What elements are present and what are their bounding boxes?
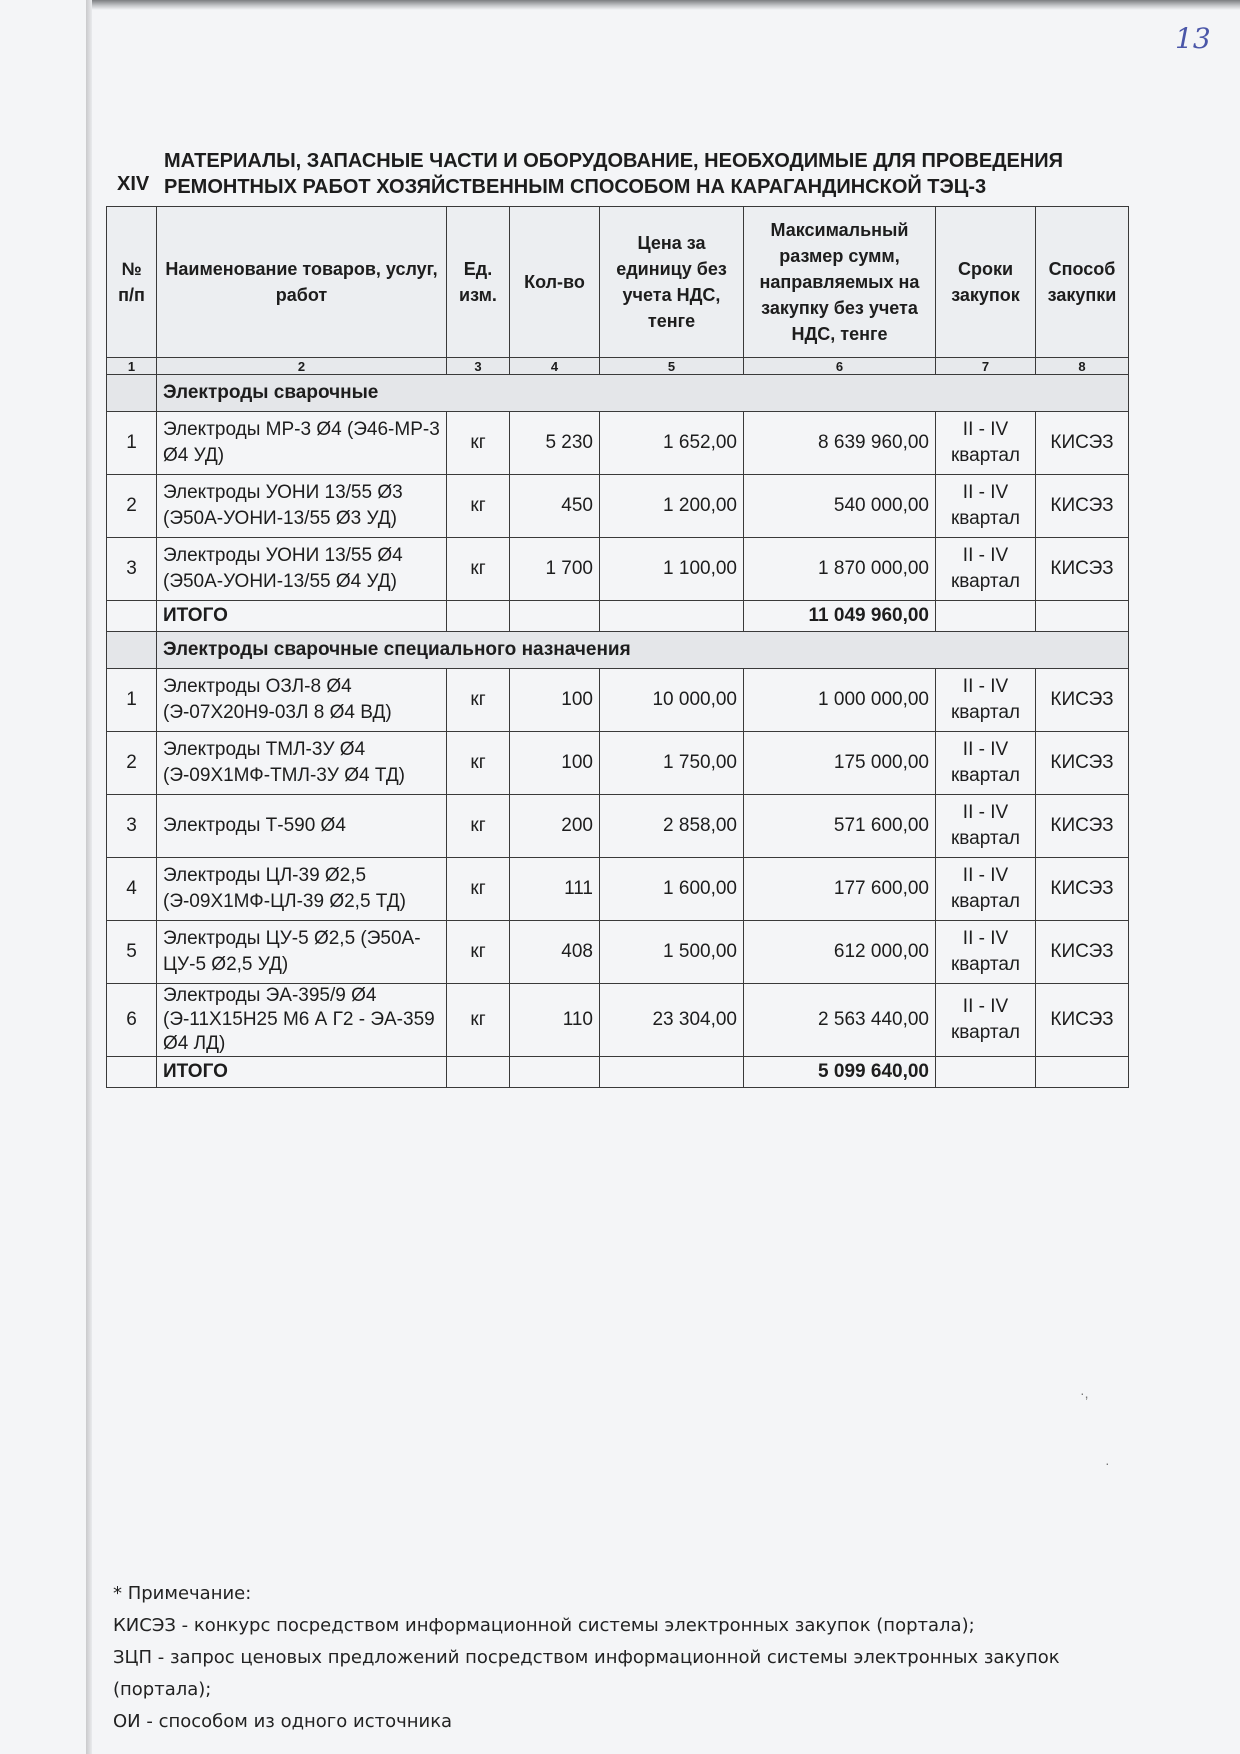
table-row	[107, 538, 1129, 601]
row-sum: 2 563 440,00	[744, 984, 936, 1057]
row-period: II - IV квартал	[936, 984, 1036, 1057]
header-method: Способ закупки	[1036, 207, 1129, 358]
row-period: II - IV квартал	[936, 475, 1036, 538]
column-number: 8	[1036, 358, 1129, 375]
footnote-title: * Примечание:	[113, 1583, 252, 1604]
row-unit: кг	[447, 858, 510, 921]
procurement-table	[106, 206, 1129, 1088]
column-number: 7	[936, 358, 1036, 375]
row-period: II - IV квартал	[936, 795, 1036, 858]
table-row	[107, 475, 1129, 538]
row-method: КИСЭЗ	[1036, 795, 1129, 858]
scan-speck: ·	[1105, 1455, 1110, 1471]
row-period: II - IV квартал	[936, 538, 1036, 601]
column-number: 6	[744, 358, 936, 375]
row-num: 2	[107, 732, 157, 795]
row-sum: 540 000,00	[744, 475, 936, 538]
row-unit: кг	[447, 475, 510, 538]
row-qty: 408	[510, 921, 600, 984]
row-unit: кг	[447, 412, 510, 475]
row-method: КИСЭЗ	[1036, 984, 1129, 1057]
row-price: 1 600,00	[600, 858, 744, 921]
header-qty: Кол-во	[510, 207, 600, 358]
total-sum: 5 099 640,00	[744, 1057, 936, 1088]
row-sum: 1 870 000,00	[744, 538, 936, 601]
row-num: 1	[107, 412, 157, 475]
row-num: 1	[107, 669, 157, 732]
column-number: 1	[107, 358, 157, 375]
row-name: Электроды ТМЛ-3У Ø4 (Э-09Х1МФ-ТМЛ-3У Ø4 ТД)	[157, 732, 447, 795]
row-sum: 8 639 960,00	[744, 412, 936, 475]
row-price: 23 304,00	[600, 984, 744, 1057]
row-name: Электроды ЦЛ-39 Ø2,5 (Э-09Х1МФ-ЦЛ-39 Ø2,5 ТД)	[157, 858, 447, 921]
row-qty: 1 700	[510, 538, 600, 601]
column-number: 2	[157, 358, 447, 375]
row-num: 3	[107, 538, 157, 601]
row-qty: 5 230	[510, 412, 600, 475]
section-title: МАТЕРИАЛЫ, ЗАПАСНЫЕ ЧАСТИ И ОБОРУДОВАНИЕ, НЕОБХОДИМЫЕ ДЛЯ ПРОВЕДЕНИЯ РЕМОНТНЫХ РАБОТ ХОЗЯЙСТВЕННЫМ СПОСОБОМ НА КАРАГАНДИНСКОЙ ТЭЦ-3	[164, 150, 1064, 198]
row-method: КИСЭЗ	[1036, 412, 1129, 475]
table-row	[107, 921, 1129, 984]
column-number-row	[107, 358, 1129, 375]
scan-top-edge	[92, 0, 1240, 10]
column-number: 5	[600, 358, 744, 375]
header-sum: Максимальный размер сумм, направляемых на закупку без учета НДС, тенге	[744, 207, 936, 358]
row-name: Электроды МР-3 Ø4 (Э46-МР-3 Ø4 УД)	[157, 412, 447, 475]
row-period: II - IV квартал	[936, 858, 1036, 921]
row-unit: кг	[447, 538, 510, 601]
total-label: ИТОГО	[157, 1057, 447, 1088]
row-unit: кг	[447, 921, 510, 984]
row-sum: 612 000,00	[744, 921, 936, 984]
row-period: II - IV квартал	[936, 412, 1036, 475]
row-qty: 450	[510, 475, 600, 538]
group-title: Электроды сварочные	[157, 375, 1129, 412]
handwritten-page-number: 13	[1175, 22, 1211, 55]
row-qty: 100	[510, 669, 600, 732]
header-name: Наименование товаров, услуг, работ	[157, 207, 447, 358]
header-price: Цена за единицу без учета НДС, тенге	[600, 207, 744, 358]
table-row	[107, 732, 1129, 795]
row-qty: 110	[510, 984, 600, 1057]
group-title: Электроды сварочные специального назначения	[157, 632, 1129, 669]
row-period: II - IV квартал	[936, 921, 1036, 984]
row-unit: кг	[447, 669, 510, 732]
table-row	[107, 984, 1129, 1057]
scan-binding-edge	[86, 0, 92, 1754]
row-num: 6	[107, 984, 157, 1057]
row-method: КИСЭЗ	[1036, 669, 1129, 732]
row-period: II - IV квартал	[936, 669, 1036, 732]
section-number: XIV	[117, 173, 150, 195]
total-label: ИТОГО	[157, 601, 447, 632]
row-name: Электроды Т-590 Ø4	[157, 795, 447, 858]
row-name: Электроды УОНИ 13/55 Ø3 (Э50А-УОНИ-13/55 Ø3 УД)	[157, 475, 447, 538]
row-sum: 571 600,00	[744, 795, 936, 858]
row-name: Электроды УОНИ 13/55 Ø4 (Э50А-УОНИ-13/55 Ø4 УД)	[157, 538, 447, 601]
row-unit: кг	[447, 984, 510, 1057]
footnote-line: ОИ - способом из одного источника	[113, 1711, 453, 1732]
row-sum: 177 600,00	[744, 858, 936, 921]
row-method: КИСЭЗ	[1036, 921, 1129, 984]
footnote-line: КИСЭЗ - конкурс посредством информационной системы электронных закупок (портала);	[113, 1615, 975, 1636]
row-period: II - IV квартал	[936, 732, 1036, 795]
row-price: 1 100,00	[600, 538, 744, 601]
row-unit: кг	[447, 732, 510, 795]
row-sum: 1 000 000,00	[744, 669, 936, 732]
table-row	[107, 795, 1129, 858]
row-method: КИСЭЗ	[1036, 858, 1129, 921]
row-method: КИСЭЗ	[1036, 732, 1129, 795]
row-unit: кг	[447, 795, 510, 858]
row-name: Электроды ОЗЛ-8 Ø4 (Э-07Х20Н9-03Л 8 Ø4 ВД)	[157, 669, 447, 732]
row-price: 1 750,00	[600, 732, 744, 795]
row-sum: 175 000,00	[744, 732, 936, 795]
header-num: № п/п	[107, 207, 157, 358]
table-row	[107, 412, 1129, 475]
table-row	[107, 669, 1129, 732]
table-header-row	[107, 207, 1129, 358]
row-name: Электроды ЭА-395/9 Ø4 (Э-11Х15Н25 М6 А Г2 - ЭА-359 Ø4 ЛД)	[157, 984, 447, 1057]
row-price: 1 500,00	[600, 921, 744, 984]
table-row	[107, 858, 1129, 921]
row-price: 1 200,00	[600, 475, 744, 538]
total-row	[107, 601, 1129, 632]
footnote	[113, 1578, 1113, 1738]
row-num: 5	[107, 921, 157, 984]
row-num: 4	[107, 858, 157, 921]
row-qty: 111	[510, 858, 600, 921]
row-qty: 100	[510, 732, 600, 795]
total-row	[107, 1057, 1129, 1088]
footnote-line: ЗЦП - запрос ценовых предложений посредством информационной системы электронных закупок (портала);	[113, 1647, 1060, 1700]
row-method: КИСЭЗ	[1036, 538, 1129, 601]
row-qty: 200	[510, 795, 600, 858]
group-header-row	[107, 632, 1129, 669]
total-sum: 11 049 960,00	[744, 601, 936, 632]
column-number: 3	[447, 358, 510, 375]
row-num: 3	[107, 795, 157, 858]
scan-speck: ·,	[1080, 1385, 1089, 1401]
row-price: 1 652,00	[600, 412, 744, 475]
row-method: КИСЭЗ	[1036, 475, 1129, 538]
column-number: 4	[510, 358, 600, 375]
header-period: Сроки закупок	[936, 207, 1036, 358]
row-name: Электроды ЦУ-5 Ø2,5 (Э50А-ЦУ-5 Ø2,5 УД)	[157, 921, 447, 984]
row-price: 10 000,00	[600, 669, 744, 732]
header-unit: Ед. изм.	[447, 207, 510, 358]
group-header-row	[107, 375, 1129, 412]
row-price: 2 858,00	[600, 795, 744, 858]
row-num: 2	[107, 475, 157, 538]
